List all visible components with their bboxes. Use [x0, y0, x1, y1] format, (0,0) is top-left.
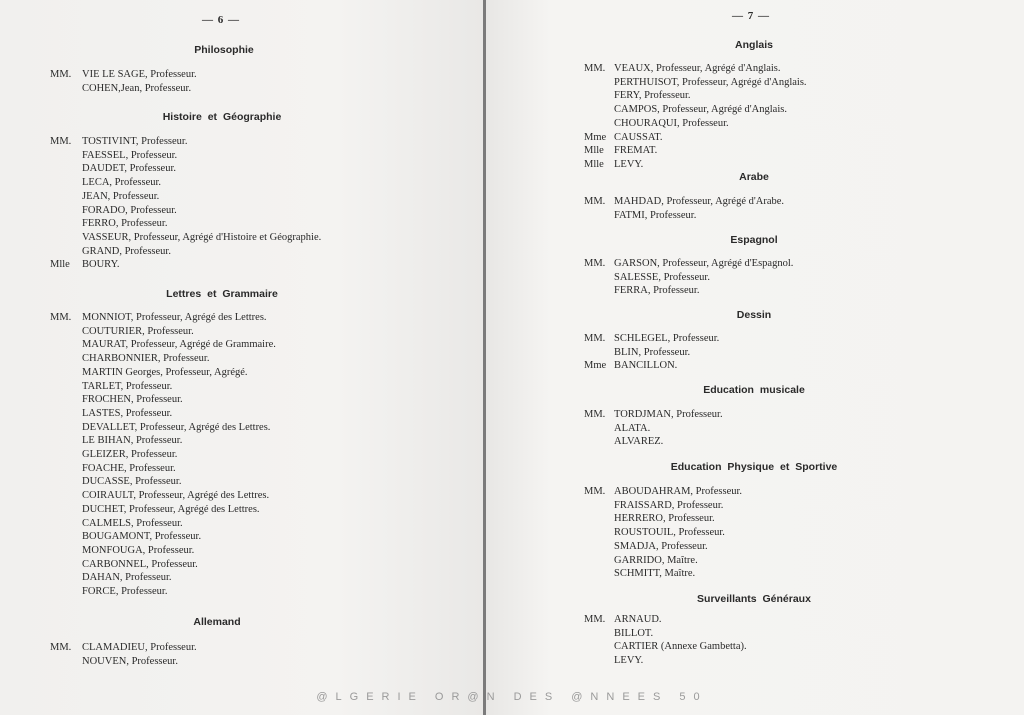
- staff-name: CALMELS, Professeur.: [82, 517, 183, 529]
- staff-name: JEAN, Professeur.: [82, 190, 160, 202]
- honorific: MM.: [50, 642, 72, 653]
- staff-name: CARTIER (Annexe Gambetta).: [614, 641, 747, 653]
- staff-name: MAHDAD, Professeur, Agrégé d'Arabe.: [614, 196, 785, 207]
- honorific: MM.: [584, 258, 606, 269]
- staff-name: MAURAT, Professeur, Agrégé de Grammaire.: [82, 339, 276, 351]
- staff-name: FRAISSARD, Professeur.: [614, 499, 724, 511]
- staff-name: CAMPOS, Professeur, Agrégé d'Anglais.: [614, 104, 787, 116]
- staff-name: MONFOUGA, Professeur.: [82, 544, 195, 556]
- staff-name: GLEIZER, Professeur.: [82, 449, 178, 460]
- staff-name: ABOUDAHRAM, Professeur.: [614, 486, 743, 497]
- honorific: Mme: [584, 360, 607, 372]
- staff-name: COUTURIER, Professeur.: [82, 325, 194, 337]
- staff-name: CLAMADIEU, Professeur.: [82, 642, 197, 653]
- staff-name: ALATA.: [614, 422, 651, 434]
- honorific: Mme: [584, 131, 607, 143]
- staff-name: DAHAN, Professeur.: [82, 572, 172, 584]
- staff-name: FAESSEL, Professeur.: [82, 149, 178, 161]
- section-heading: Histoire et Géographie: [162, 111, 282, 123]
- staff-name: BOUGAMONT, Professeur.: [82, 531, 202, 543]
- staff-name: CHARBONNIER, Professeur.: [82, 353, 210, 365]
- honorific: MM.: [50, 69, 72, 80]
- staff-name: LE BIHAN, Professeur.: [82, 435, 183, 447]
- section-heading: Dessin: [736, 309, 772, 321]
- staff-name: ROUSTOUIL, Professeur.: [614, 527, 725, 539]
- staff-name: DUCASSE, Professeur.: [82, 476, 182, 488]
- staff-name: SCHMITT, Maître.: [614, 568, 696, 580]
- staff-name: FROCHEN, Professeur.: [82, 394, 183, 406]
- staff-name: LECA, Professeur.: [82, 177, 162, 189]
- staff-name: NOUVEN, Professeur.: [82, 655, 178, 667]
- section-heading: Espagnol: [730, 234, 778, 246]
- page-number: — 7 —: [732, 10, 770, 22]
- staff-name: COHEN,Jean, Professeur.: [82, 82, 192, 94]
- staff-name: BILLOT.: [614, 627, 654, 639]
- section-heading: Arabe: [739, 171, 769, 183]
- section-heading: Lettres et Grammaire: [166, 288, 278, 300]
- staff-name: LEVY.: [614, 158, 644, 170]
- staff-name: FORCE, Professeur.: [82, 586, 168, 597]
- staff-name: SCHLEGEL, Professeur.: [614, 333, 720, 344]
- honorific: MM.: [50, 136, 72, 147]
- staff-name: GARSON, Professeur, Agrégé d'Espagnol.: [614, 258, 794, 269]
- staff-name: DAUDET, Professeur.: [82, 163, 176, 175]
- staff-name: ALVAREZ.: [614, 436, 664, 448]
- honorific: MM.: [584, 333, 606, 344]
- staff-name: FATMI, Professeur.: [614, 209, 697, 221]
- staff-name: BOURY.: [82, 259, 120, 271]
- staff-name: FREMAT.: [614, 145, 658, 157]
- honorific: MM.: [584, 614, 606, 625]
- section-heading: Anglais: [735, 39, 773, 51]
- staff-name: TORDJMAN, Professeur.: [614, 409, 723, 420]
- honorific: MM.: [584, 63, 606, 74]
- staff-name: VASSEUR, Professeur, Agrégé d'Histoire et Géographie.: [82, 231, 322, 243]
- honorific: MM.: [50, 312, 72, 323]
- page-number: — 6 —: [202, 14, 240, 26]
- honorific: Mlle: [584, 158, 604, 170]
- right-page: [486, 0, 1024, 715]
- staff-name: HERRERO, Professeur.: [614, 513, 715, 525]
- honorific: Mlle: [50, 259, 70, 271]
- honorific: MM.: [584, 409, 606, 420]
- staff-name: CHOURAQUI, Professeur.: [614, 117, 729, 129]
- staff-name: VEAUX, Professeur, Agrégé d'Anglais.: [614, 63, 781, 74]
- staff-name: DEVALLET, Professeur, Agrégé des Lettres.: [82, 421, 271, 433]
- section-heading: Allemand: [193, 616, 241, 628]
- honorific: MM.: [584, 196, 606, 207]
- staff-name: CARBONNEL, Professeur.: [82, 558, 198, 570]
- section-heading: Surveillants Généraux: [697, 593, 811, 605]
- staff-name: FERRO, Professeur.: [82, 218, 168, 230]
- staff-name: SALESSE, Professeur.: [614, 271, 710, 283]
- staff-name: LASTES, Professeur.: [82, 407, 173, 419]
- staff-name: BANCILLON.: [614, 360, 678, 372]
- staff-name: FORADO, Professeur.: [82, 204, 177, 216]
- staff-name: FERY, Professeur.: [614, 90, 691, 102]
- section-heading: Education musicale: [703, 384, 805, 396]
- staff-name: LEVY.: [614, 655, 644, 667]
- left-page: [0, 0, 484, 715]
- staff-name: DUCHET, Professeur, Agrégé des Lettres.: [82, 503, 260, 515]
- staff-name: ARNAUD.: [614, 614, 662, 625]
- honorific: MM.: [584, 486, 606, 497]
- staff-name: FOACHE, Professeur.: [82, 462, 176, 474]
- honorific: Mlle: [584, 145, 604, 157]
- staff-name: GRAND, Professeur.: [82, 245, 171, 257]
- section-heading: Philosophie: [194, 44, 254, 56]
- staff-name: MARTIN Georges, Professeur, Agrégé.: [82, 366, 248, 378]
- staff-name: CAUSSAT.: [614, 131, 663, 143]
- staff-name: PERTHUISOT, Professeur, Agrégé d'Anglais.: [614, 76, 807, 88]
- staff-name: COIRAULT, Professeur, Agrégé des Lettres.: [82, 490, 270, 502]
- staff-name: FERRA, Professeur.: [614, 285, 700, 297]
- section-heading: Education Physique et Sportive: [670, 461, 838, 473]
- staff-name: TARLET, Professeur.: [82, 380, 173, 392]
- staff-name: MONNIOT, Professeur, Agrégé des Lettres.: [82, 312, 267, 323]
- staff-name: SMADJA, Professeur.: [614, 540, 708, 552]
- staff-name: VIE LE SAGE, Professeur.: [82, 69, 197, 80]
- staff-name: BLIN, Professeur.: [614, 346, 691, 358]
- staff-name: TOSTIVINT, Professeur.: [82, 136, 188, 147]
- watermark: @LGERIE OR@N DES @NNEES 50: [316, 691, 708, 703]
- staff-name: GARRIDO, Maître.: [614, 554, 698, 566]
